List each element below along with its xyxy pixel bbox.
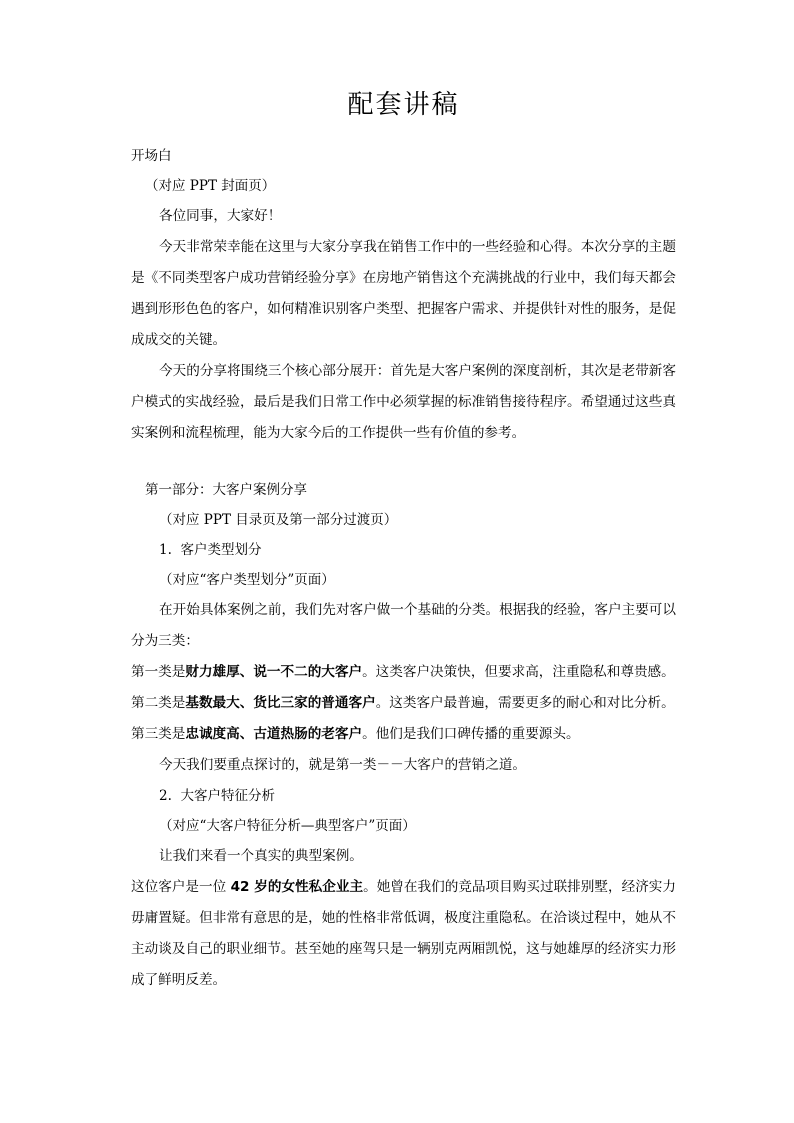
ppt-reference-major-client-traits: （对应“大客户特征分析—典型客户”页面）: [159, 818, 416, 835]
list-item-1: [131, 535, 676, 565]
case-description-emphasis: 42 岁的女性私企业主: [230, 879, 364, 896]
customer-type-3-line: [131, 719, 676, 750]
customer-type-intro-paragraph: 在开始具体案例之前，我们先对客户做一个基础的分类。根据我的经验，客户主要可以分为三类：: [131, 602, 676, 650]
customer-type-1-line: [131, 657, 676, 688]
document-content: [131, 0, 676, 996]
section-heading-part-one: 第一部分：大客户案例分享: [145, 482, 307, 499]
customer-type-2-line: [131, 688, 676, 719]
case-description-paragraph: [131, 872, 676, 996]
case-intro-paragraph: 让我们来看一个真实的典型案例。: [159, 848, 363, 865]
ppt-reference-customer-types: （对应“客户类型划分”页面）: [159, 572, 335, 589]
opening-para1-part-a: 今天非常荣幸能在这里与大家分享我在销售工作中的一些经验和心得。本次分享的主题是: [131, 239, 676, 287]
customer-type-1-prefix: 第一类是: [131, 664, 186, 681]
customer-type-3-emphasis: 忠诚度高、古道热肠的老客户: [185, 726, 363, 743]
section-spacer: [131, 449, 676, 475]
list-item-2-number: 2.: [159, 788, 172, 805]
section-heading-opening: 开场白: [131, 148, 172, 165]
case-description-part-b: 。她曾在我们的竞品项目购买过联排别墅，经济实力毋庸置疑。但非常有意思的是，她的性格非常低调，极度注重隐私。在洽谈过程中，她从不主动谈及自己的职业细节。甚至她的座驾只是一辆别克两厢凯悦，这与她雄厚的经济实力形成了鲜明反差。: [131, 879, 677, 989]
ppt-reference-cover: （对应 PPT 封面页）: [145, 178, 276, 195]
opening-paragraph-2: 今天的分享将围绕三个核心部分展开：首先是大客户案例的深度剖析，其次是老带新客户模式的实战经验，最后是我们日常工作中必须掌握的标准销售接待程序。希望通过这些真实案例和流程梳理，能为大家今后的工作提供一些有价值的参考。: [131, 363, 676, 442]
case-description-part-a: 这位客户是一位: [131, 879, 231, 896]
opening-para1-part-c: 在房地产销售这个充满挑战的行业中，我们每天都会遇到形形色色的客户，如何精准识别客户类型、把握客户需求、并提供针对性的服务，是促成成交的关键。: [131, 270, 677, 349]
list-item-1-title: 客户类型划分: [180, 542, 262, 559]
customer-type-3-prefix: 第三类是: [131, 726, 186, 743]
opening-paragraph-1: [131, 232, 676, 356]
customer-type-1-emphasis: 财力雄厚、说一不二的大客户: [185, 664, 363, 681]
customer-type-2-emphasis: 基数最大、货比三家的普通客户: [185, 695, 376, 712]
customer-type-2-suffix: 。这类客户最普遍，需要更多的耐心和对比分析。: [375, 695, 675, 712]
list-item-2: [131, 781, 676, 811]
greeting-line: 各位同事，大家好！: [159, 208, 282, 225]
page-title: 配套讲稿: [347, 90, 460, 120]
customer-type-closing-paragraph: 今天我们要重点探讨的，就是第一类－－大客户的营销之道。: [159, 757, 527, 774]
opening-para1-booktitle: 《不同类型客户成功营销经验分享》: [144, 270, 363, 287]
ppt-reference-toc: （对应 PPT 目录页及第一部分过渡页）: [159, 512, 398, 529]
customer-type-3-suffix: 。他们是我们口碑传播的重要源头。: [362, 726, 580, 743]
customer-type-2-prefix: 第二类是: [131, 695, 186, 712]
list-item-2-title: 大客户特征分析: [180, 788, 275, 805]
customer-type-1-suffix: 。这类客户决策快，但要求高，注重隐私和尊贵感。: [362, 664, 675, 681]
title-spacer: [131, 121, 676, 141]
list-item-1-number: 1.: [159, 542, 172, 559]
